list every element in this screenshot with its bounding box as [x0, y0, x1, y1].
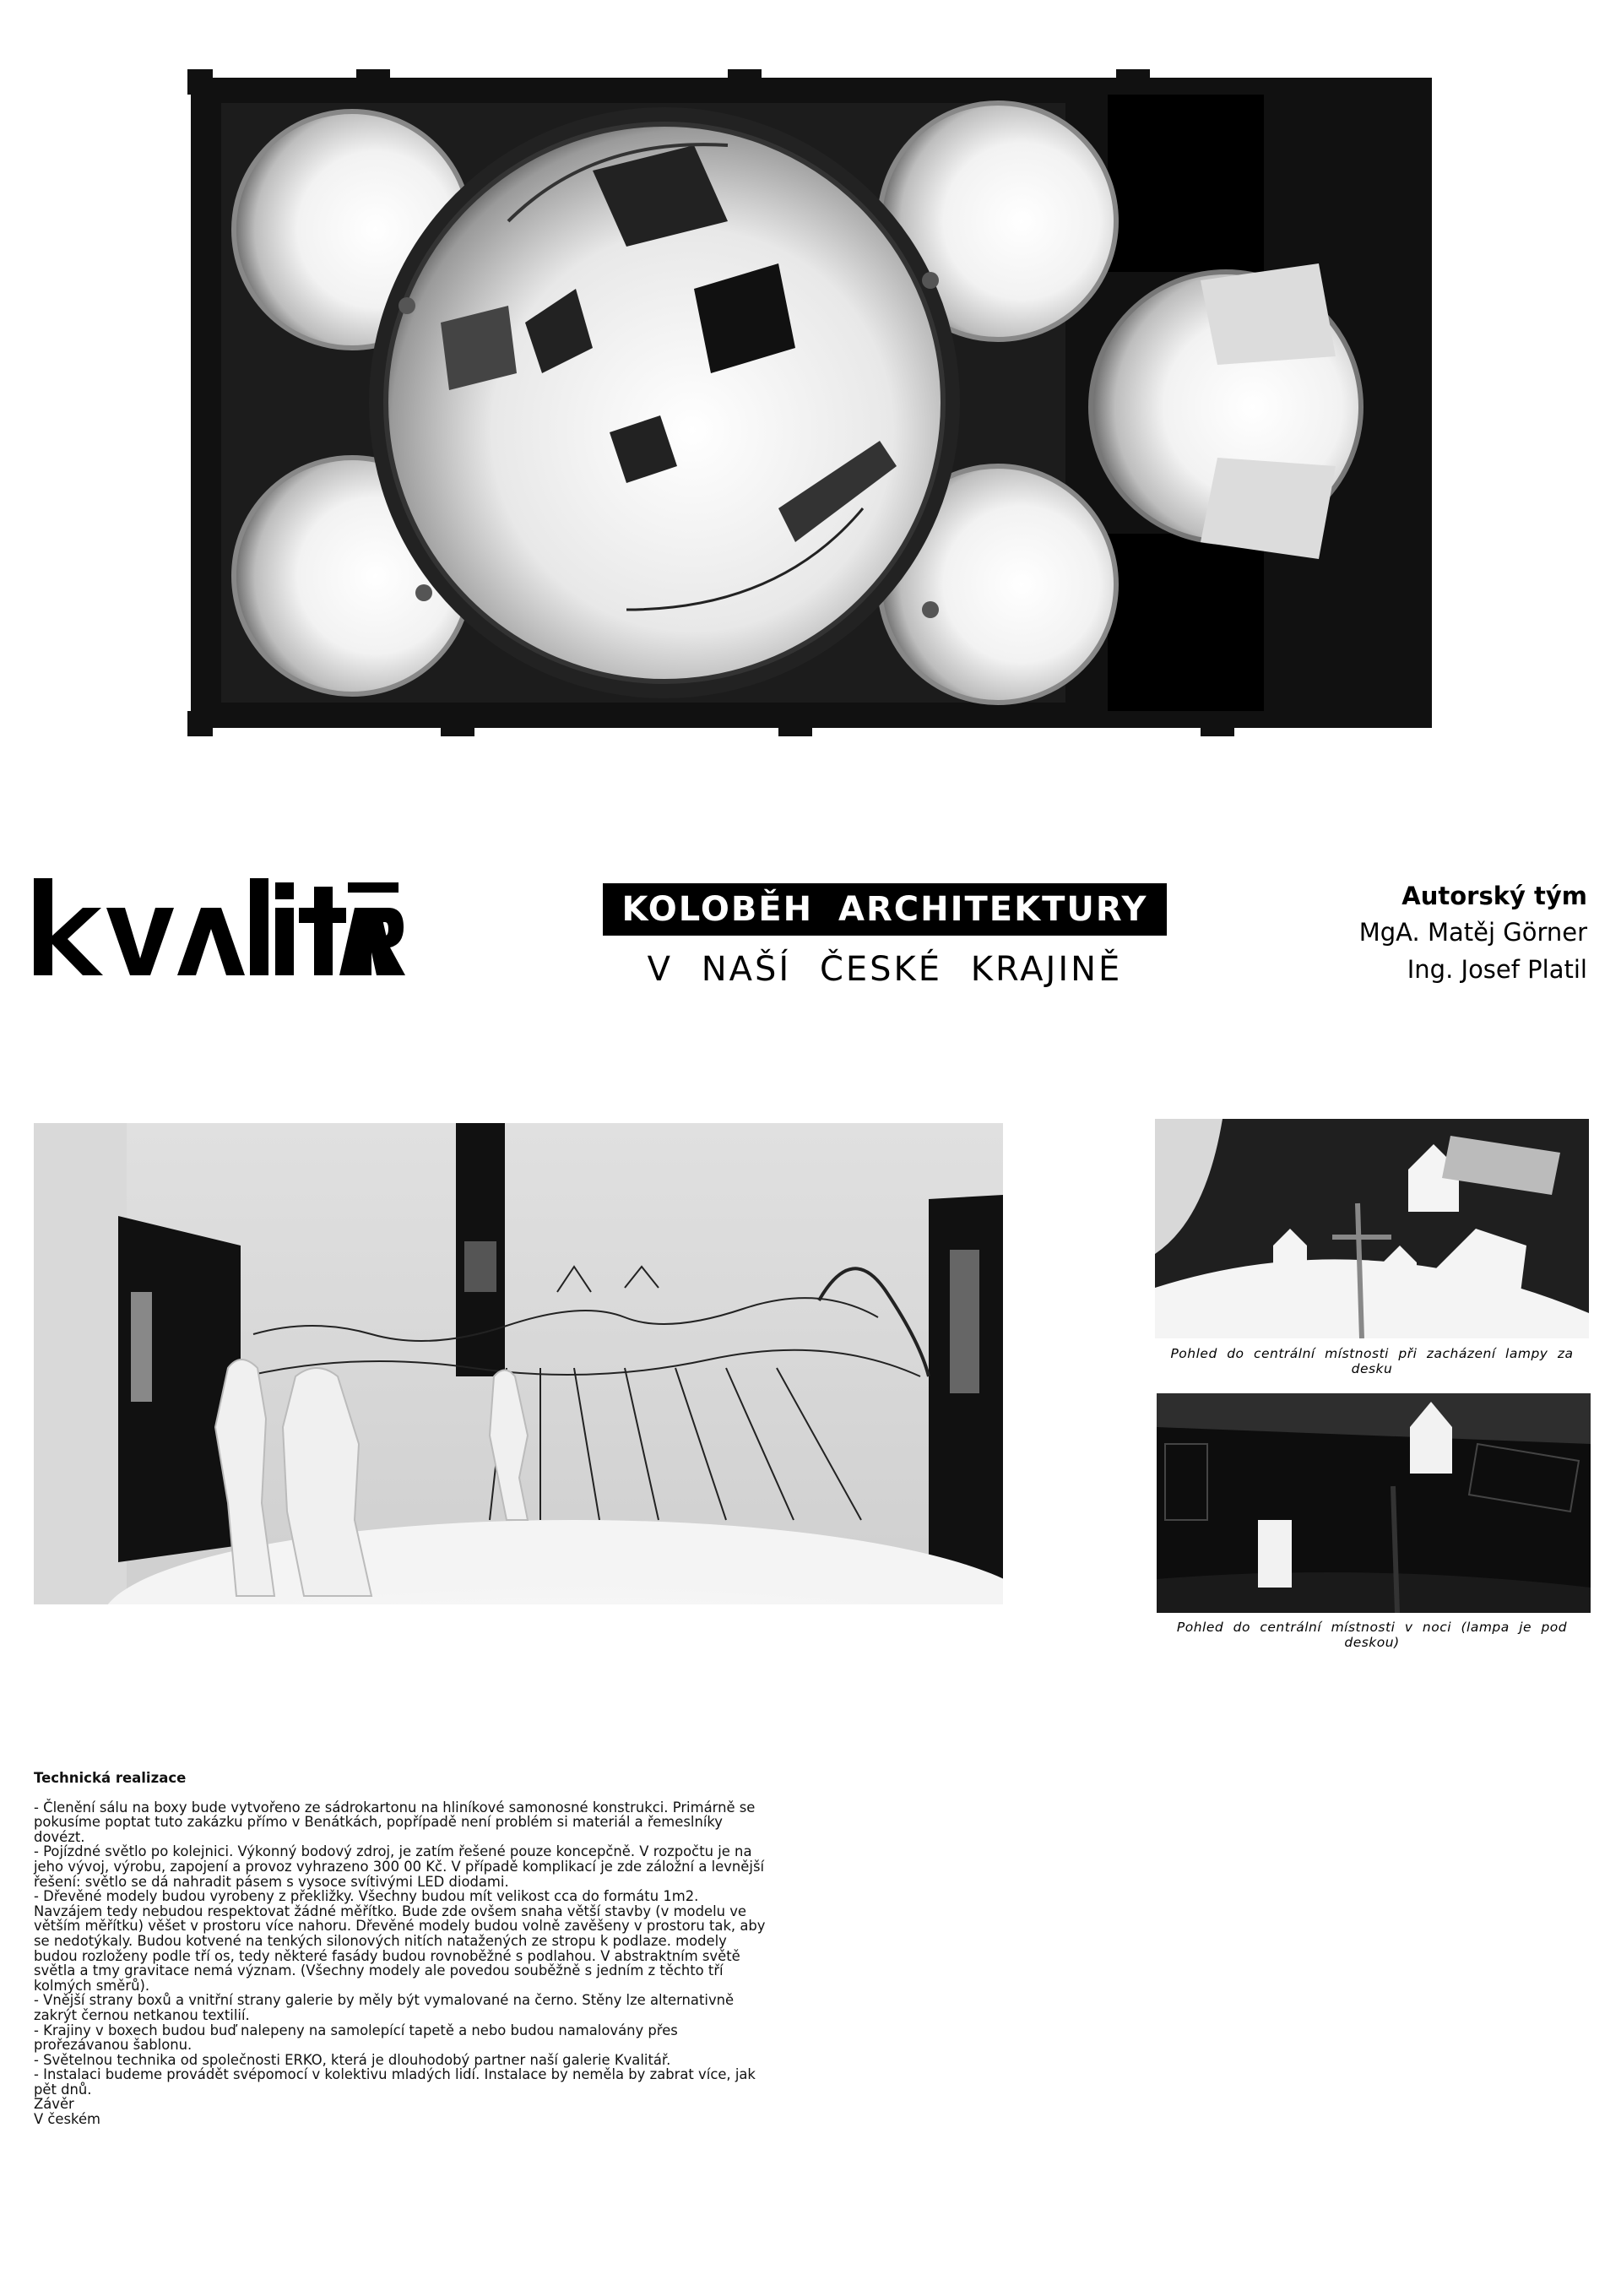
author-team — [1233, 878, 1587, 988]
team-member: Ing. Josef Platil — [1407, 955, 1587, 984]
tech-paragraph: - Vnější strany boxů a vnitřní strany galerie by měly být vymalované na černo. Stěny lze alternativně zakrýt černou netkanou textilií. — [34, 1992, 735, 2023]
tech-paragraph: V českém — [34, 2111, 101, 2128]
exhibition-subtitle: V NAŠÍ ČESKÉ KRAJINĚ — [647, 950, 1123, 989]
tech-paragraph: - Světelnou technika od společnosti ERKO, která je dlouhodobý partner naší galerie Kvalitář. — [34, 2051, 671, 2068]
thumbnail-day-caption: Pohled do centrální místnosti při zacházení lampy za desku — [1170, 1346, 1574, 1376]
team-member: MgA. Matěj Görner — [1358, 918, 1587, 947]
floor-plan-render — [187, 69, 1435, 736]
exhibition-title: KOLOBĚH ARCHITEKTURY — [603, 883, 1167, 936]
tech-paragraph: - Krajiny v boxech budou buď nalepeny na samolepící tapetě a nebo budou namalovány přes prořezávanou šablonu. — [34, 2022, 678, 2054]
tech-paragraph: - Instalaci budeme provádět svépomocí v kolektivu mladých lidí. Instalace by neměla by zabrat více, jak pět dnů. — [34, 2066, 756, 2098]
thumbnail-night-caption: Pohled do centrální místnosti v noci (lampa je pod deskou) — [1176, 1620, 1568, 1650]
interior-render — [34, 1123, 1003, 1604]
thumbnail-night — [1157, 1393, 1591, 1613]
thumbnail-day — [1155, 1119, 1589, 1338]
technical-section — [34, 1771, 768, 2127]
tech-paragraph: Závěr — [34, 2096, 74, 2113]
author-team-heading: Autorský tým — [1401, 882, 1587, 910]
tech-paragraph: - Dřevěné modely budou vyrobeny z překližky. Všechny budou mít velikost cca do formátu 1m2. Navzájem tedy nebudou respektovat žádné měřítko. Bude zde ovšem snaha větší stavby (v modelu ve větším měřítku) věšet v prostoru více nahoru. Dřevěné modely budou volně zavěšeny v prostoru tak, aby se nedotýkaly. Budou kotvené na tenkých silonových nitích natažených ze stropu k podlaze. modely budou rozloženy podle tří os, tedy některé fasády budou rovnoběžné s podlahou. V abstraktním světě světla a tmy gravitace nemá význam. (Všechny modely ale povedou souběžně s jedním z těchto tří kolmých směrů). — [34, 1888, 766, 1994]
tech-paragraph: - Pojízdné světlo po kolejnici. Výkonný bodový zdroj, je zatím řešené pouze koncepčně. V rozpočtu je na jeho vývoj, výrobu, zapojení a provoz vyhrazeno 300 00 Kč. V případě komplikací je zde záložní a levnější řešení: světlo se dá nahradit pásem s vysoce svítivými LED diodami. — [34, 1843, 765, 1890]
kvalitar-logo — [34, 870, 405, 980]
tech-paragraph: - Členění sálu na boxy bude vytvořeno ze sádrokartonu na hliníkové samonosné konstrukci. Primárně se pokusíme poptat tuto zakázku přímo v Benátkách, popřípadě není problém si materiál a řemeslníky dovézt. — [34, 1799, 756, 1845]
kvalitar-logo-r — [355, 870, 405, 980]
technical-heading: Technická realizace — [34, 1770, 187, 1786]
